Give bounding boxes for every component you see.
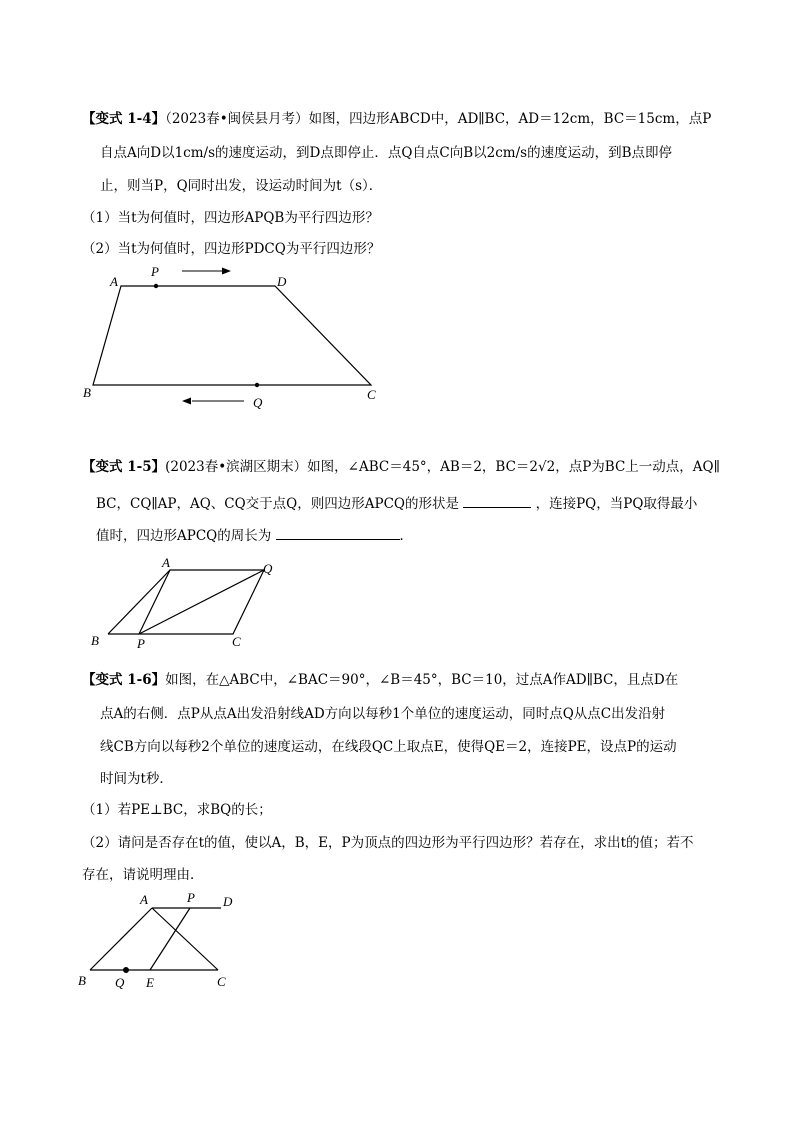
problem-1-5-line-1: [82, 458, 720, 476]
label-q: Q: [253, 395, 263, 410]
problem-1-5-tag: 【变式 1-5】: [82, 459, 166, 475]
label-c: C: [217, 974, 226, 989]
label-b: B: [91, 633, 99, 648]
label-p: P: [151, 264, 159, 279]
problem-1-5-text-3a: 值时，四边形APCQ的周长为: [96, 528, 272, 544]
segment-ba: [90, 908, 152, 970]
problem-1-6-line-2: 点A的右侧．点P从点A出发沿射线AD方向以每秒1个单位的速度运动，同时点Q从点C出发沿射: [100, 706, 666, 722]
problem-1-4-question-2: （2）当t为何值时，四边形PDCQ为平行四边形？: [82, 241, 381, 257]
problem-1-5-text-2b: ，连接PQ，当PQ取得最小: [535, 496, 698, 512]
problem-1-5-text-3b: ．: [399, 528, 414, 544]
arrow-left-head: [182, 398, 191, 405]
problem-1-6-question-2a: （2）请问是否存在t的值，使以A，B，E，P为顶点的四边形为平行四边形？若存在，求出t的值；若不: [82, 835, 694, 851]
problem-1-6-line-3: 线CB方向以每秒2个单位的速度运动，在线段QC上取点E，使得QE＝2，连接PE，设点P的运动: [100, 739, 677, 755]
point-q-dot: [255, 383, 259, 387]
problem-1-6-text-1: 如图，在△ABC中，∠BAC＝90°，∠B＝45°，BC＝10，过点A作AD∥BC，且点D在: [165, 672, 679, 688]
label-c: C: [232, 634, 241, 649]
label-b: B: [78, 973, 86, 988]
problem-1-6-line-1: [82, 671, 678, 689]
label-d: D: [277, 274, 287, 289]
problem-1-6-tag: 【变式 1-6】: [82, 672, 166, 688]
label-c: C: [367, 387, 376, 402]
problem-1-5-figure-parallelogram: [0, 540, 794, 660]
problem-1-5-text-1: (2023春•滨湖区期末）如图，∠ABC＝45°，AB＝2，BC＝2√2，点P为BC上一动点，AQ∥: [165, 459, 720, 475]
perimeter-answer-blank: [276, 527, 400, 540]
segment-ac: [152, 908, 218, 970]
problem-1-6-question-2b: 存在，请说明理由．: [82, 867, 204, 883]
problem-1-6-figure-triangle: [0, 880, 794, 1000]
label-p: P: [137, 636, 145, 651]
label-q: Q: [115, 975, 125, 990]
point-q-dot: [123, 967, 129, 973]
problem-1-4-question-1: （1）当t为何值时，四边形APQB为平行四边形？: [82, 210, 379, 226]
shape-answer-blank: [463, 495, 531, 508]
label-a: A: [140, 892, 148, 907]
point-p-dot: [154, 284, 158, 288]
problem-1-5-text-2a: BC，CQ∥AP，AQ、CQ交于点Q，则四边形APCQ的形状是: [96, 496, 459, 512]
problem-1-4-figure-trapezoid: [0, 0, 794, 420]
trapezoid-abcd: [93, 286, 371, 385]
segment-pq: [139, 570, 264, 634]
problem-1-4-text-1: （2023春•闽侯县月考）如图，四边形ABCD中，AD∥BC，AD＝12cm，BC＝15cm，点P: [165, 111, 712, 127]
problem-1-6-question-1: （1）若PE⊥BC，求BQ的长；: [82, 802, 272, 818]
label-q: Q: [263, 561, 273, 576]
problem-1-6-line-4: 时间为t秒．: [100, 771, 173, 787]
label-a: A: [110, 274, 118, 289]
arrow-right-head: [222, 268, 231, 275]
label-p: P: [187, 890, 195, 905]
problem-1-4-line-2: 自点A向D以1cm/s的速度运动，到D点即停止．点Q自点C向B以2cm/s的速度运动，到B点即停: [100, 145, 672, 161]
label-a: A: [162, 555, 170, 570]
segment-pe: [150, 908, 190, 970]
label-b: B: [83, 385, 91, 400]
label-d: D: [223, 894, 233, 909]
problem-1-4-tag: 【变式 1-4】: [82, 111, 166, 127]
problem-1-4-line-3: 止，则当P，Q同时出发，设运动时间为t（s）．: [100, 178, 383, 194]
segment-ba: [108, 570, 170, 634]
problem-1-5-line-2: [96, 495, 697, 513]
label-e: E: [146, 975, 154, 990]
